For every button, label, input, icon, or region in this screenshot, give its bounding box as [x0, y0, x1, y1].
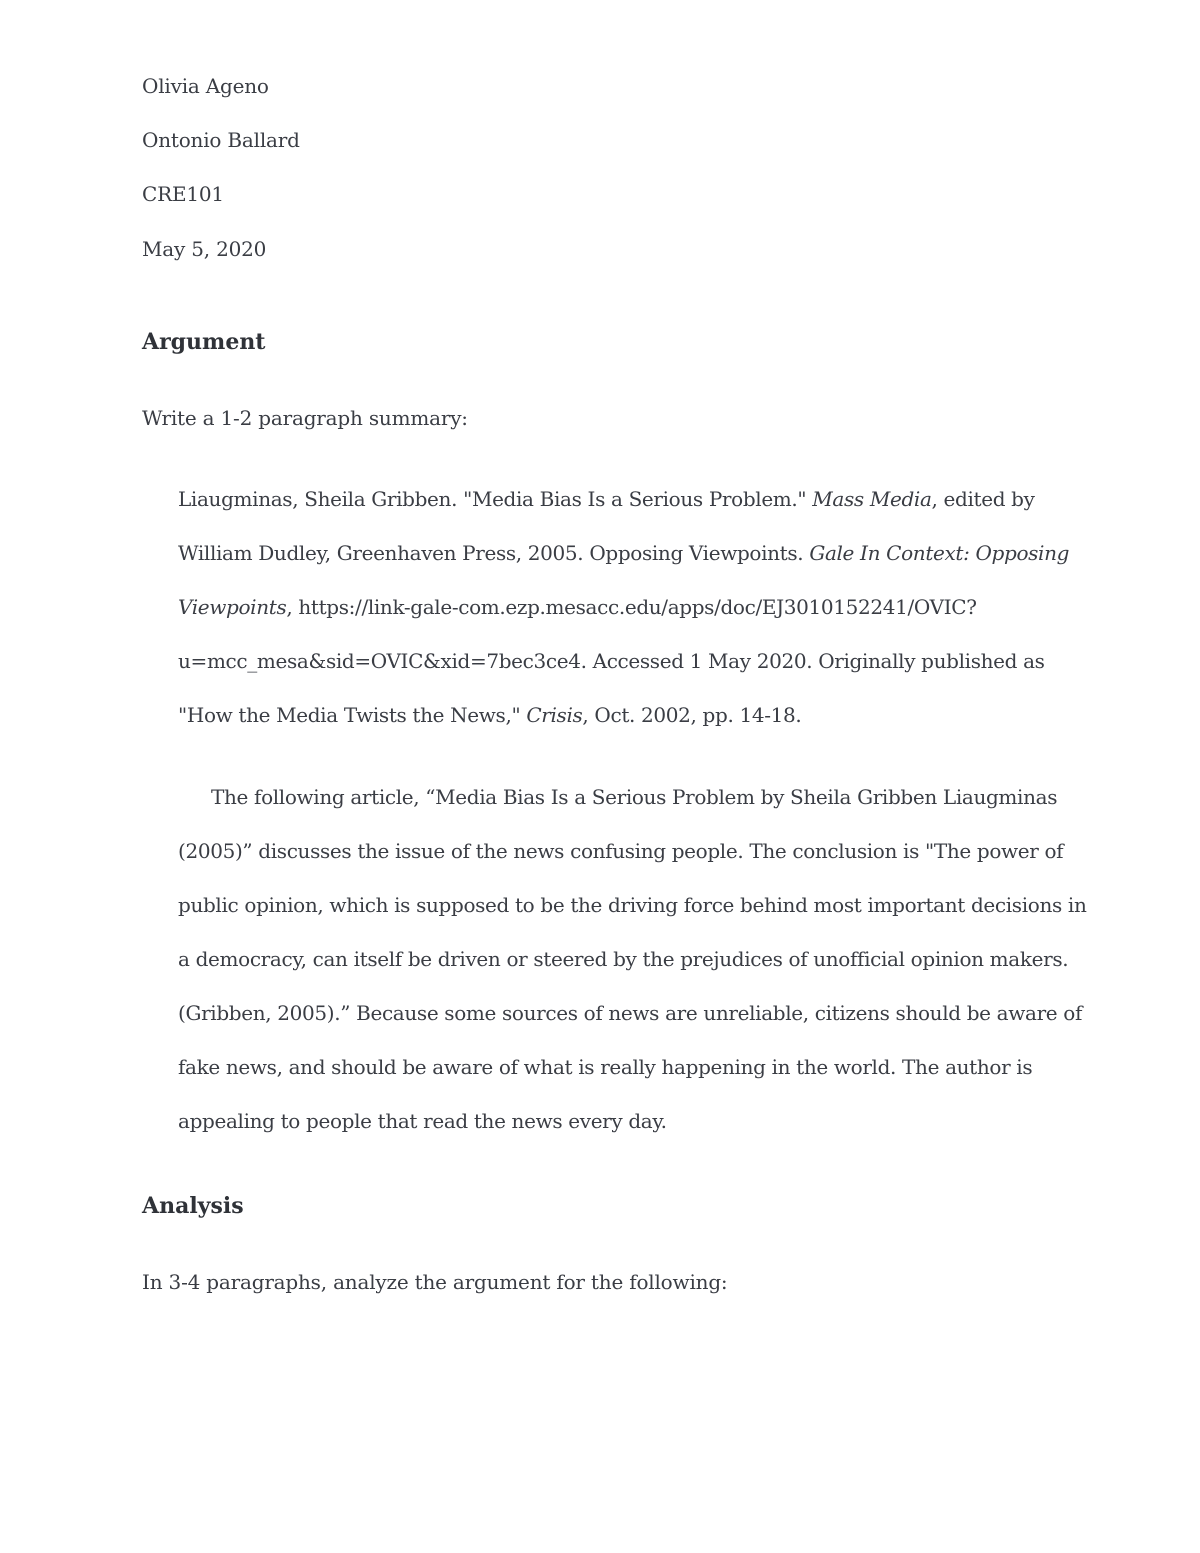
citation-line	[178, 472, 1078, 526]
document-date: May 5, 2020	[142, 237, 267, 261]
summary-line: (2005)” discusses the issue of the news confusing people. The conclusion is "The power of	[178, 839, 1064, 863]
instructor-name: Ontonio Ballard	[142, 128, 300, 152]
citation-italic: Mass Media	[812, 487, 932, 511]
summary-line: The following article, “Media Bias Is a Serious Problem by Sheila Gribben Liaugminas	[211, 785, 1058, 809]
citation-line	[178, 634, 1078, 688]
citation-text: u=mcc_mesa&sid=OVIC&xid=7bec3ce4. Accessed 1 May 2020. Originally published as	[178, 649, 1045, 673]
citation-line	[178, 580, 1078, 634]
citation-italic: Crisis	[526, 703, 583, 727]
works-cited-entry	[178, 472, 1078, 742]
citation-text: , edited by	[931, 487, 1035, 511]
argument-prompt: Write a 1-2 paragraph summary:	[142, 406, 468, 430]
citation-italic: Gale In Context: Opposing	[809, 541, 1070, 565]
summary-line: (Gribben, 2005).” Because some sources of news are unreliable, citizens should be aware of	[178, 1001, 1083, 1025]
student-name: Olivia Ageno	[142, 74, 269, 98]
citation-italic: Viewpoints	[178, 595, 287, 619]
summary-line: fake news, and should be aware of what is really happening in the world. The author is	[178, 1055, 1033, 1079]
course-code: CRE101	[142, 182, 224, 206]
citation-line	[178, 526, 1078, 580]
summary-line: a democracy, can itself be driven or steered by the prejudices of unofficial opinion makers.	[178, 947, 1069, 971]
analysis-prompt: In 3-4 paragraphs, analyze the argument for the following:	[142, 1270, 728, 1294]
citation-url: , https://link-gale-com.ezp.mesacc.edu/apps/doc/EJ3010152241/OVIC?	[286, 595, 977, 619]
citation-text: "How the Media Twists the News,"	[178, 703, 527, 727]
citation-text: Liaugminas, Sheila Gribben. "Media Bias Is a Serious Problem."	[178, 487, 813, 511]
summary-paragraph	[178, 770, 1087, 1148]
citation-text: , Oct. 2002, pp. 14-18.	[582, 703, 802, 727]
analysis-heading: Analysis	[142, 1193, 244, 1219]
argument-heading: Argument	[142, 329, 266, 355]
summary-line: appealing to people that read the news every day.	[178, 1109, 667, 1133]
citation-line	[178, 688, 1078, 742]
summary-line: public opinion, which is supposed to be the driving force behind most important decisions in	[178, 893, 1087, 917]
citation-text: William Dudley, Greenhaven Press, 2005. Opposing Viewpoints.	[178, 541, 810, 565]
